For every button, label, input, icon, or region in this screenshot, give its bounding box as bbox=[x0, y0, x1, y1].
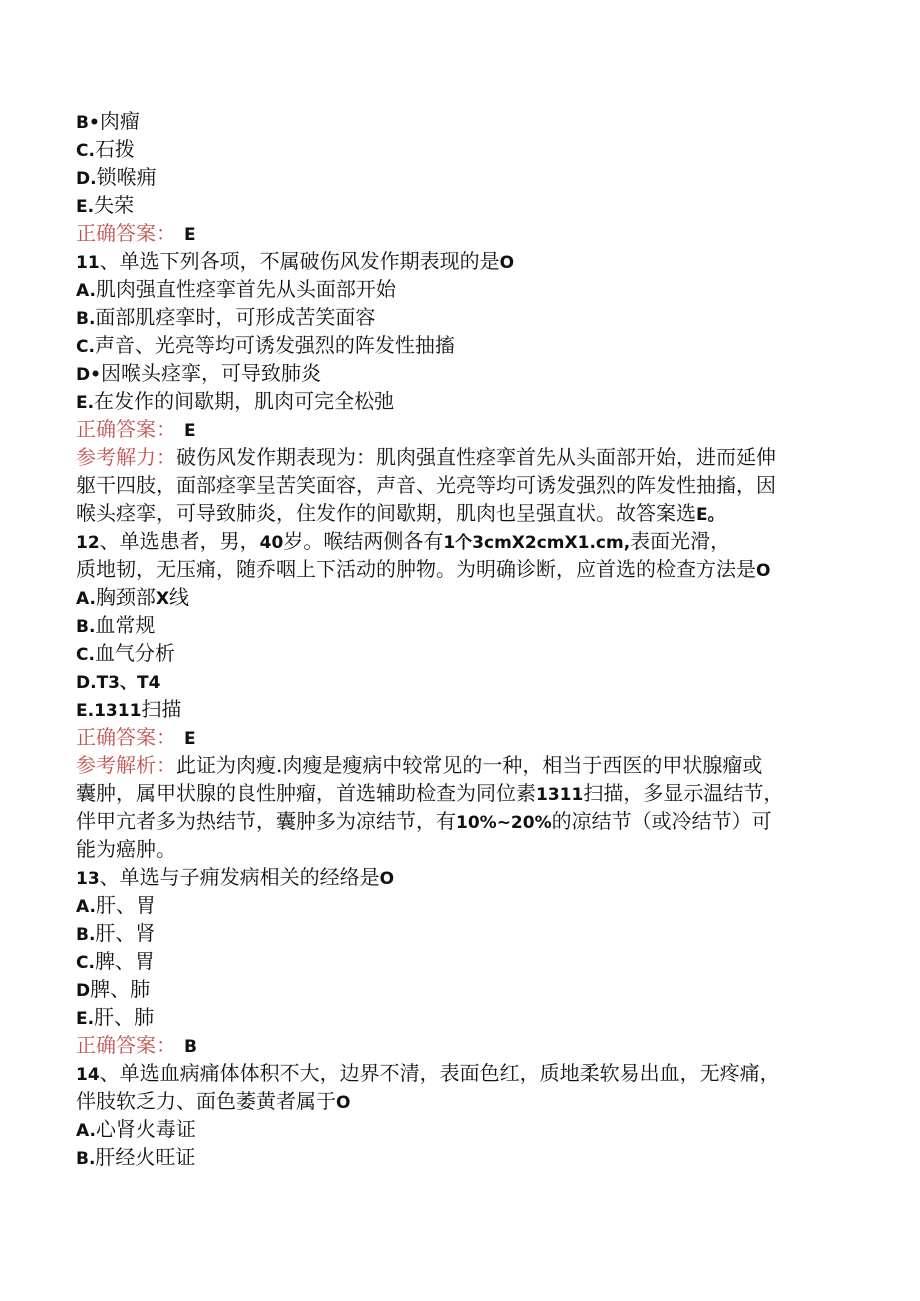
q12-analysis-line-2: 囊肿，属甲状腺的良性肿瘤，首选辅助检查为同位素1311扫描，多显示温结节， bbox=[76, 781, 784, 805]
q14-stem-line-1: 14、单选血病痛体体积不大，边界不清，表面色红，质地柔软易出血，无疼痛， bbox=[76, 1061, 780, 1085]
q11-option-d: D•因喉头痉挛，可导致肺炎 bbox=[76, 361, 321, 385]
q13-option-e: E.肝、肺 bbox=[76, 1005, 155, 1029]
q12-option-b: B.血常规 bbox=[76, 613, 156, 637]
q13-answer: 正确答案： B bbox=[76, 1033, 197, 1057]
q11-analysis-line-3: 喉头痉挛，可导致肺炎，住发作的间歇期，肌肉也呈强直状。故答案选E。 bbox=[76, 501, 725, 525]
q13-option-a: A.肝、胃 bbox=[76, 893, 156, 917]
q12-option-a: A.胸颈部X线 bbox=[76, 585, 190, 609]
q13-option-d: D脾、肺 bbox=[76, 977, 151, 1001]
q10-option-e: E.失荣 bbox=[76, 193, 135, 217]
q13-option-c: C.脾、胃 bbox=[76, 949, 155, 973]
q11-answer: 正确答案： E bbox=[76, 417, 196, 441]
q10-option-b: B•肉瘤 bbox=[76, 109, 140, 133]
q12-option-e: E.1311扫描 bbox=[76, 697, 182, 721]
q12-stem-line-1: 12、单选患者，男，40岁。喉结两侧各有1个3cmX2cmX1.cm,表面光滑， bbox=[76, 529, 731, 553]
q14-option-b: B.肝经火旺证 bbox=[76, 1145, 196, 1169]
q10-option-d: D.锁喉痈 bbox=[76, 165, 157, 189]
q12-analysis-line-3: 伴甲亢者多为热结节，囊肿多为凉结节，有10%~20%的凉结节（或冷结节）可 bbox=[76, 809, 772, 833]
q11-option-b: B.面部肌痉挛时，可形成苦笑面容 bbox=[76, 305, 376, 329]
q11-option-e: E.在发作的间歇期，肌肉可完全松弛 bbox=[76, 389, 395, 413]
q12-option-c: C.血气分析 bbox=[76, 641, 175, 665]
q14-stem-line-2: 伴肢软乏力、面色萎黄者属于O bbox=[76, 1089, 351, 1113]
q10-answer: 正确答案： E bbox=[76, 221, 196, 245]
q11-option-c: C.声音、光亮等均可诱发强烈的阵发性抽搐 bbox=[76, 333, 455, 357]
q11-analysis-line-1: 参考解力：破伤风发作期表现为：肌肉强直性痉挛首先从头面部开始，进而延伸 bbox=[76, 445, 776, 469]
q12-stem-line-2: 质地韧，无压痛，随乔咽上下活动的肿物。为明确诊断，应首选的检查方法是O bbox=[76, 557, 771, 581]
q13-option-b: B.肝、肾 bbox=[76, 921, 156, 945]
q11-stem: 11、单选下列各项，不属破伤风发作期表现的是O bbox=[76, 249, 515, 273]
q10-option-c: C.石拨 bbox=[76, 137, 135, 161]
q11-option-a: A.肌肉强直性痉挛首先从头面部开始 bbox=[76, 277, 396, 301]
q12-answer: 正确答案： E bbox=[76, 725, 196, 749]
q12-analysis-line-4: 能为癌肿。 bbox=[76, 837, 176, 861]
q12-option-d: D.T3、T4 bbox=[76, 673, 161, 693]
q11-analysis-line-2: 躯干四肢，面部痉挛呈苦笑面容，声音、光亮等均可诱发强烈的阵发性抽搐，因 bbox=[76, 473, 776, 497]
q14-option-a: A.心肾火毒证 bbox=[76, 1117, 196, 1141]
q13-stem: 13、单选与子痈发病相关的经络是O bbox=[76, 865, 395, 889]
q12-analysis-line-1: 参考解析：此证为肉瘦.肉瘦是瘦病中较常见的一种，相当于西医的甲状腺瘤或 bbox=[76, 753, 763, 777]
